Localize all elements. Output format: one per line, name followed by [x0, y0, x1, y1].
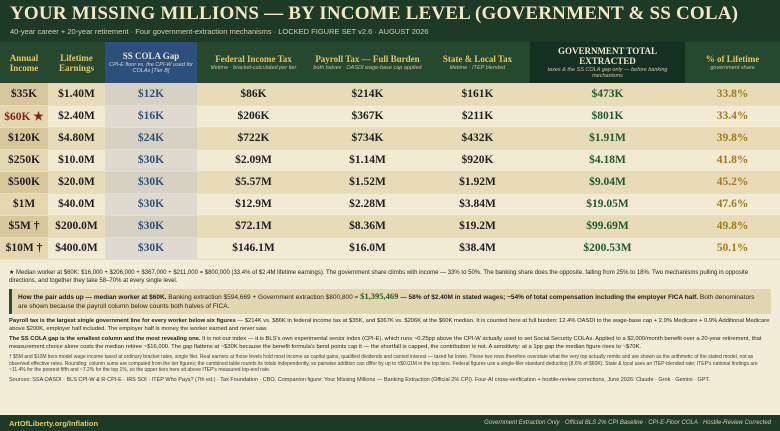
table-row-median — [0, 105, 780, 127]
cell-state: $1.92M — [425, 171, 530, 193]
table-header-row — [0, 42, 780, 83]
cell-state: $161K — [425, 83, 530, 105]
cell-lifetime: $10.0M — [48, 149, 105, 171]
col-header-ss-cola-gap: SS COLA Gap CPI-E floor vs. the CPI-W used for COLAs [Tier B] — [105, 42, 197, 83]
table-row — [0, 149, 780, 171]
table-row — [0, 237, 780, 259]
cell-cola-gap: $30K — [105, 171, 197, 193]
cell-lifetime: $400.0M — [48, 237, 105, 259]
notes-section — [0, 265, 780, 415]
cell-income: $250K — [0, 149, 48, 171]
cell-income: $120K — [0, 127, 48, 149]
cell-payroll: $367K — [310, 105, 425, 127]
cell-total: $99.69M — [530, 215, 685, 237]
cell-lifetime: $1.40M — [48, 83, 105, 105]
cell-pct: 50.1% — [685, 237, 780, 259]
cell-payroll: $16.0M — [310, 237, 425, 259]
cell-income: $5M † — [0, 215, 48, 237]
col-header-pct-lifetime: % of Lifetime government share — [685, 42, 780, 83]
payroll-note: Payroll tax is the largest single government line for every worker below six figures — $214K vs. $86K in federal income tax at $35K, and $367K vs. $206K at the $60K median. It is counted here at full burden: 12.4% OASDI to the wage-base cap + 2.9% Medicare + 0.9% Additional Medicare above $200K, employer half included. The employer half is money the worker earned and never saw. — [9, 318, 770, 332]
cell-federal: $5.57M — [197, 171, 310, 193]
median-worker-note: ★ Median worker at $60K: $16,000 + $206,000 + $367,000 + $211,000 = $800,000 (33.4% of $2.4M lifetime earnings). The government share climbs with income — 33% to 50%. The banking share does the opposite, falling from 25% to 18%. Two mechanisms pulling in opposite directions, and together they take 58–70% at every single level. — [9, 270, 749, 284]
cell-pct: 41.8% — [685, 149, 780, 171]
cell-lifetime: $2.40M — [48, 105, 105, 127]
cell-cola-gap: $30K — [105, 193, 197, 215]
table-row — [0, 83, 780, 105]
cell-total: $1.91M — [530, 127, 685, 149]
col-header-government-total: GOVERNMENT TOTAL EXTRACTED taxes & the SS COLA gap only — before banking mechanisms — [530, 42, 685, 83]
cell-income: $1M — [0, 193, 48, 215]
cell-federal: $722K — [197, 127, 310, 149]
cell-total: $4.18M — [530, 149, 685, 171]
footer-tagline: Government Extraction Only · Official BLS 2% CPI Baseline · CPI-E-Floor COLA · Hostile-Review Corrected — [484, 420, 771, 426]
cell-payroll: $1.52M — [310, 171, 425, 193]
cell-state: $38.4M — [425, 237, 530, 259]
callout-share: — 58% of $2.40M in stated wages; ~54% of total compensation including the employer FICA half. — [398, 294, 699, 301]
callout-total: $1,395,469 — [360, 291, 399, 301]
cell-income: $500K — [0, 171, 48, 193]
cell-total: $19.05M — [530, 193, 685, 215]
col-header-lifetime-earnings: Lifetime Earnings — [48, 42, 105, 83]
cell-payroll: $2.28M — [310, 193, 425, 215]
callout-denominator-note: Both denominators are shown because the payroll column below counts both halves of FICA. — [18, 294, 755, 310]
cell-cola-gap: $30K — [105, 215, 197, 237]
cell-pct: 33.8% — [685, 83, 780, 105]
cell-state: $19.2M — [425, 215, 530, 237]
extraction-table — [0, 42, 780, 260]
cell-lifetime: $200.0M — [48, 215, 105, 237]
cell-total: $9.04M — [530, 171, 685, 193]
cell-lifetime: $4.80M — [48, 127, 105, 149]
cell-federal: $2.09M — [197, 149, 310, 171]
col-header-state-local-tax: State & Local Tax lifetime · ITEP blended — [425, 42, 530, 83]
cell-pct: 45.2% — [685, 171, 780, 193]
cell-state: $3.84M — [425, 193, 530, 215]
table-row — [0, 127, 780, 149]
cell-pct: 33.4% — [685, 105, 780, 127]
cell-federal: $12.9M — [197, 193, 310, 215]
cell-lifetime: $20.0M — [48, 171, 105, 193]
cell-payroll: $1.14M — [310, 149, 425, 171]
cell-federal: $146.1M — [197, 237, 310, 259]
cell-payroll: $214K — [310, 83, 425, 105]
cell-federal: $206K — [197, 105, 310, 127]
cell-federal: $86K — [197, 83, 310, 105]
cell-cola-gap: $30K — [105, 237, 197, 259]
col-header-federal-income-tax: Federal Income Tax lifetime · bracket-calculated per tier — [197, 42, 310, 83]
cell-total: $801K — [530, 105, 685, 127]
cell-cola-gap: $16K — [105, 105, 197, 127]
page-footer — [0, 415, 780, 431]
callout-lead: How the pair adds up — median worker at $60K. — [18, 294, 167, 301]
col-header-payroll-tax: Payroll Tax — Full Burden both halves · OASDI wage-base cap applied — [310, 42, 425, 83]
callout-text: Banking extraction $594,669 + Government extraction $800,800 = — [166, 294, 361, 301]
table-row — [0, 193, 780, 215]
cell-pct: 47.6% — [685, 193, 780, 215]
page-title: YOUR MISSING MILLIONS — BY INCOME LEVEL (GOVERNMENT & SS COLA) — [10, 3, 739, 24]
cell-income: $10M † — [0, 237, 48, 259]
cell-total: $200.53M — [530, 237, 685, 259]
dagger-footnote: † $5M and $10M tiers model wage income taxed at ordinary bracket rates, single filer. Real earners at those levels hold most income as capital gains, qualified dividends and carried interest — taxed far lower. These two rows therefore overstate what the very top actually remits and are shown as the arithmetic of the stated model, not as observed effective rates. Rounding: column sums are computed from the tier figures; the combined table rounds its totals independently, so pairwise addition can differ by up to ±$0.01M in the top tiers. Federal figures use a single-filer standard deduction (8.6% of $60K). State & local uses an ITEP-blended rate; ITEP's national findings are ~11.4% for the poorest fifth and ~7.2% for the top 1%, so the upper tiers here sit above ITEP's measured top-end rate. — [9, 354, 758, 374]
table-row — [0, 171, 780, 193]
cell-state: $920K — [425, 149, 530, 171]
cell-cola-gap: $30K — [105, 149, 197, 171]
cell-payroll: $8.36M — [310, 215, 425, 237]
cola-note: The SS COLA gap is the smallest column and the most revealing one. It is not our index — it is BLS's own experimental senior index (CPI-E), which runs ~0.25pp above the CPI-W actually used to set Social Security COLAs. Applied to a $2,000/month benefit over a 20-year retirement, that measurement choice alone costs the median retiree ~$16,000. The gap flattens at ~$30K because the benefit formula's bend points cap it — the shortfall is capped, the contribution is not. A sensitivity: at a 1pp gap the median figure rises to ~$70K. — [9, 336, 762, 350]
cell-cola-gap: $24K — [105, 127, 197, 149]
page-header — [0, 0, 780, 42]
cell-lifetime: $40.0M — [48, 193, 105, 215]
median-callout — [9, 289, 771, 314]
col-header-annual-income: Annual Income — [0, 42, 48, 83]
cell-state: $211K — [425, 105, 530, 127]
cell-cola-gap: $12K — [105, 83, 197, 105]
cell-payroll: $734K — [310, 127, 425, 149]
sources-line: Sources: SSA OASDI · BLS CPI-W & R-CPI-E · IRS SOI · ITEP Who Pays? (7th ed.) · Tax Foundation · CBO. Companion figure: Your Missing Millions — Banking Extraction (Official 2% CPI). Four-AI cross-verification + hostile-review corrections, June 2026: Claude · Grok · Gemini · GPT. — [9, 376, 710, 383]
cell-pct: 49.8% — [685, 215, 780, 237]
cell-income: $35K — [0, 83, 48, 105]
cell-federal: $72.1M — [197, 215, 310, 237]
cell-state: $432K — [425, 127, 530, 149]
cell-pct: 39.8% — [685, 127, 780, 149]
page-subtitle: 40-year career + 20-year retirement · Four government-extraction mechanisms · LOCKED FIGURE SET v2.6 · AUGUST 2026 — [10, 27, 429, 36]
table-row — [0, 215, 780, 237]
cell-total: $473K — [530, 83, 685, 105]
cell-income: $60K ★ — [0, 105, 48, 127]
footer-url-link[interactable]: ArtOfLiberty.org/Inflation — [9, 418, 99, 428]
